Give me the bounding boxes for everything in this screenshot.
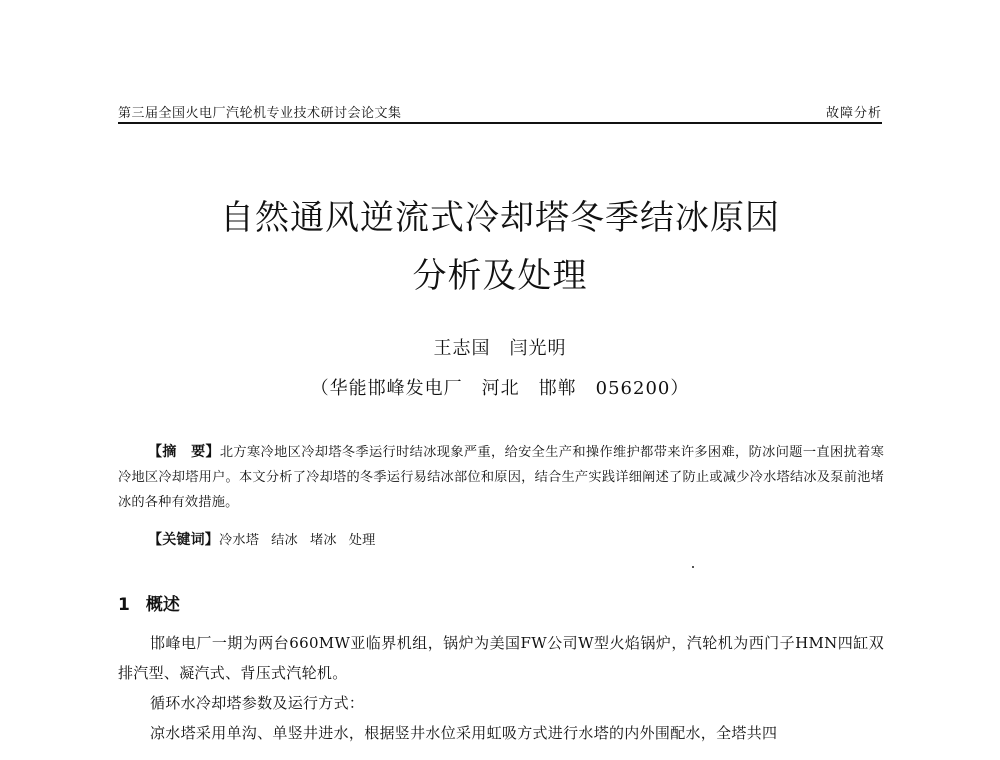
paper-title-line-1: 自然通风逆流式冷却塔冬季结冰原因 bbox=[220, 198, 780, 238]
running-header bbox=[118, 100, 882, 124]
abstract-label: 【摘 要】 bbox=[148, 444, 220, 460]
abstract bbox=[118, 440, 884, 515]
section-number: 1 bbox=[118, 595, 130, 615]
author-list: 王志国 闫光明 bbox=[433, 338, 567, 359]
scan-speck bbox=[692, 566, 694, 568]
keyword-item: 冷水塔 bbox=[219, 533, 260, 548]
abstract-text: 北方寒冷地区冷却塔冬季运行时结冰现象严重，给安全生产和操作维护都带来许多困难，防冰问题一直困扰着寒冷地区冷却塔用户。本文分析了冷却塔的冬季运行易结冰部位和原因，结合生产实践详细阐述了防止或减少冷水塔结冰及泵前池堵冰的各种有效措施。 bbox=[118, 445, 885, 510]
keywords-label: 【关键词】 bbox=[148, 532, 219, 548]
body-paragraph: 邯峰电厂一期为两台660MW亚临界机组，锅炉为美国FW公司W型火焰锅炉，汽轮机为西门子HMN四缸双排汽型、凝汽式、背压式汽轮机。 bbox=[118, 634, 884, 682]
body-paragraph: 凉水塔采用单沟、单竖井进水，根据竖井水位采用虹吸方式进行水塔的内外围配水，全塔共四 bbox=[150, 724, 778, 742]
body-paragraph: 循环水冷却塔参数及运行方式： bbox=[150, 694, 365, 712]
paper-title-line-2: 分析及处理 bbox=[412, 256, 588, 296]
keyword-item: 堵冰 bbox=[309, 533, 337, 548]
author-affiliation: （华能邯峰发电厂 河北 邯郸 056200） bbox=[310, 378, 690, 399]
header-section-label: 故障分析 bbox=[825, 106, 882, 121]
keywords bbox=[148, 529, 388, 549]
header-proceedings-title: 第三届全国火电厂汽轮机专业技术研讨会论文集 bbox=[118, 106, 402, 121]
keyword-item: 结冰 bbox=[271, 533, 298, 548]
keyword-item: 处理 bbox=[348, 533, 376, 548]
section-heading bbox=[118, 590, 180, 615]
section-title: 概述 bbox=[145, 595, 180, 615]
